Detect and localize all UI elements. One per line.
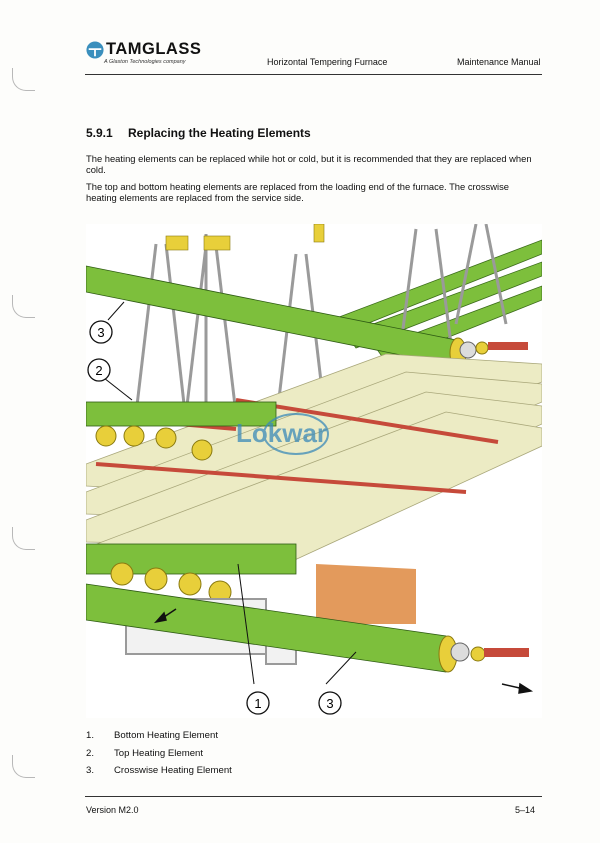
binder-hole	[12, 527, 35, 550]
binder-hole	[12, 295, 35, 318]
figure-legend	[86, 730, 232, 783]
svg-text:2: 2	[95, 363, 103, 378]
header-rule	[85, 74, 542, 75]
section-heading	[86, 126, 311, 140]
svg-text:3: 3	[326, 696, 334, 711]
binder-hole	[12, 755, 35, 778]
list-item: 3. Crosswise Heating Element	[86, 765, 232, 776]
version-label: Version M2.0	[86, 805, 139, 815]
list-item: 1. Bottom Heating Element	[86, 730, 218, 741]
paragraph: The heating elements can be replaced while hot or cold, but it is recommended that they are replaced when cold.	[86, 153, 532, 176]
brand-name: TAMGLASS	[106, 40, 202, 58]
page-number: 5–14	[515, 805, 536, 815]
list-item: 2. Top Heating Element	[86, 747, 204, 759]
footer-rule	[85, 796, 542, 797]
brand-mark-icon	[86, 41, 104, 59]
manual-name: Maintenance Manual	[457, 57, 541, 67]
callout-3-bottom	[319, 692, 341, 714]
document-title: Horizontal Tempering Furnace	[267, 57, 388, 67]
callout-3-top	[90, 321, 112, 343]
heating-elements-illustration	[86, 224, 542, 718]
svg-text:3: 3	[97, 325, 105, 340]
callout-2	[88, 359, 110, 381]
brand-logo	[86, 40, 201, 59]
callout-1	[247, 692, 269, 714]
watermark-text: Lokwar	[236, 418, 328, 448]
paragraph: The top and bottom heating elements are replaced from the loading end of the furnace. The crosswise heating elements are replaced from the service side.	[86, 181, 509, 204]
svg-text:1: 1	[254, 696, 262, 711]
brand-subtitle: A Glaston Technologies company	[104, 59, 186, 65]
section-title: Replacing the Heating Elements	[128, 126, 311, 140]
section-number: 5.9.1	[86, 126, 113, 140]
binder-hole	[12, 68, 35, 91]
floor-plate	[316, 564, 416, 624]
